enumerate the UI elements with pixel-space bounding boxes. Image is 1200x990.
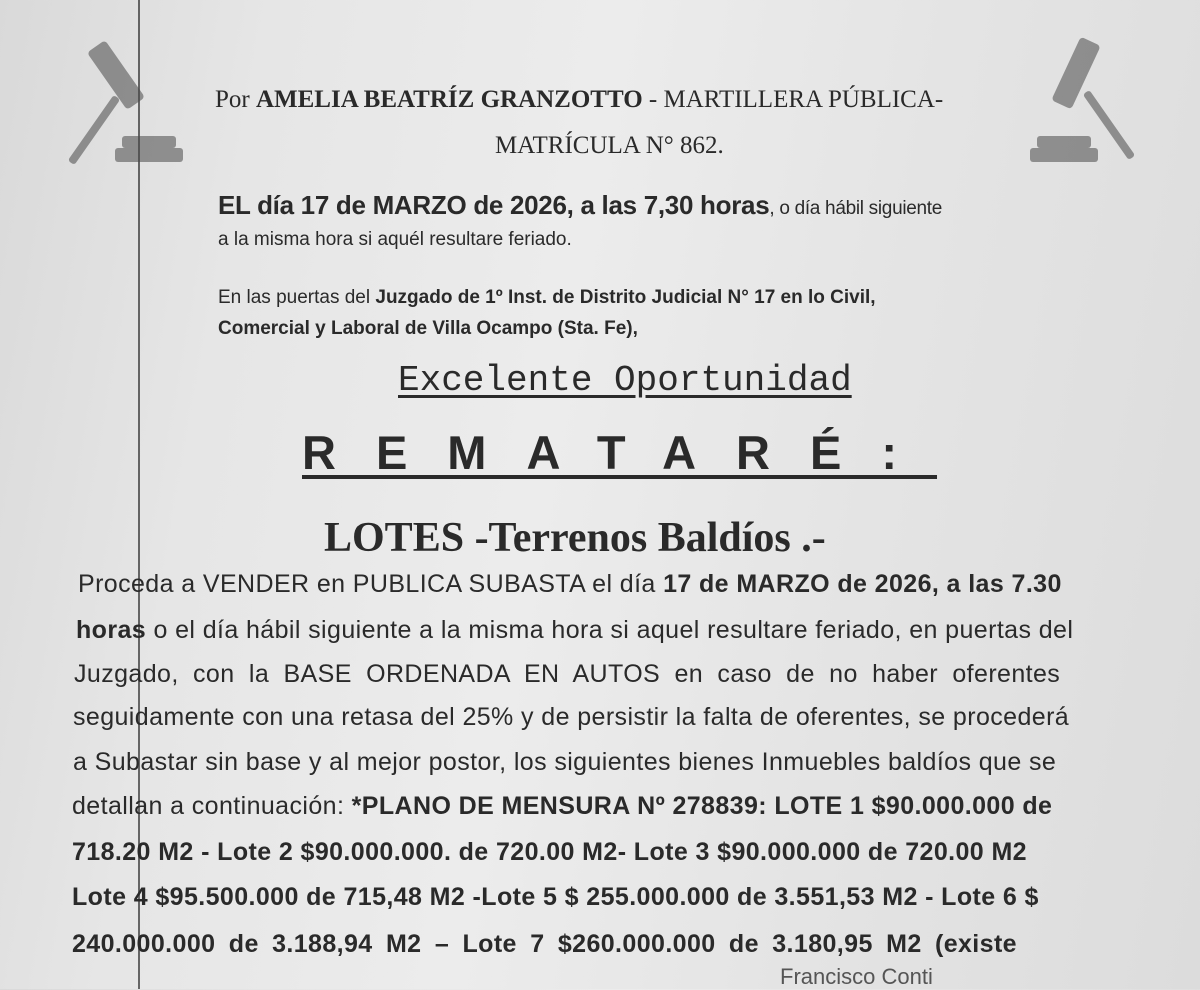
auction-date-note: a la misma hora si aquél resultare feriado. <box>218 229 572 250</box>
auctioneer-header <box>215 86 943 114</box>
cut-off-text-line <box>250 964 950 989</box>
gavel-icon <box>60 30 190 180</box>
auction-date-rest: , o día hábil siguiente <box>769 198 943 219</box>
cut-off-text: Francisco Conti <box>780 964 933 989</box>
body-text: Proceda a VENDER en PUBLICA SUBASTA el día <box>78 570 664 598</box>
gavel-icon <box>1025 30 1155 180</box>
lot-list-line: 718.20 M2 - Lote 2 $90.000.000. de 720.00 M2- Lote 3 $90.000.000 de 720.00 M2 <box>72 838 1027 866</box>
body-line <box>72 792 1052 821</box>
auction-location <box>218 287 876 309</box>
body-text: detallan a continuación: <box>72 792 352 820</box>
location-prefix: En las puertas del <box>218 287 376 308</box>
body-line <box>78 570 1062 599</box>
auctioneer-title: - MARTILLERA PÚBLICA- <box>642 86 944 113</box>
body-hours: horas <box>76 616 147 644</box>
subtitle: LOTES -Terrenos Baldíos .- <box>324 515 826 561</box>
lot-list-line: Lote 4 $95.500.000 de 715,48 M2 -Lote 5 $ 255.000.000 de 3.551,53 M2 - Lote 6 $ <box>72 883 1039 911</box>
body-date: 17 de MARZO de 2026, a las 7.30 <box>663 570 1062 598</box>
auctioneer-name: AMELIA BEATRÍZ GRANZOTTO <box>255 86 643 113</box>
auction-date <box>218 190 942 221</box>
court-name: Juzgado de 1º Inst. de Distrito Judicial N° 17 en lo Civil, <box>375 287 876 308</box>
auction-date-bold: EL día 17 de MARZO de 2026, a las 7,30 horas <box>218 190 770 220</box>
plan-details: *PLANO DE MENSURA Nº 278839: LOTE 1 $90.000.000 de <box>351 792 1053 820</box>
page-title: REMATARÉ: <box>302 426 938 479</box>
body-line <box>76 616 1073 645</box>
body-text: o el día hábil siguiente a la misma hora si aquel resultare feriado, en puertas del <box>146 616 1074 644</box>
body-line: seguidamente con una retasa del 25% y de persistir la falta de oferentes, se procederá <box>73 703 1070 731</box>
body-line: a Subastar sin base y al mejor postor, los siguientes bienes Inmuebles baldíos que se <box>73 748 1057 776</box>
registration-number: MATRÍCULA N° 862. <box>495 132 724 159</box>
lot-list-line: 240.000.000 de 3.188,94 M2 – Lote 7 $260.000.000 de 3.180,95 M2 (existe <box>72 930 1017 958</box>
body-line: Juzgado, con la BASE ORDENADA EN AUTOS en caso de no haber oferentes <box>74 660 1061 688</box>
header-prefix: Por <box>215 86 256 113</box>
headline: Excelente Oportunidad <box>398 360 852 401</box>
court-location: Comercial y Laboral de Villa Ocampo (Sta. Fe), <box>218 318 638 339</box>
